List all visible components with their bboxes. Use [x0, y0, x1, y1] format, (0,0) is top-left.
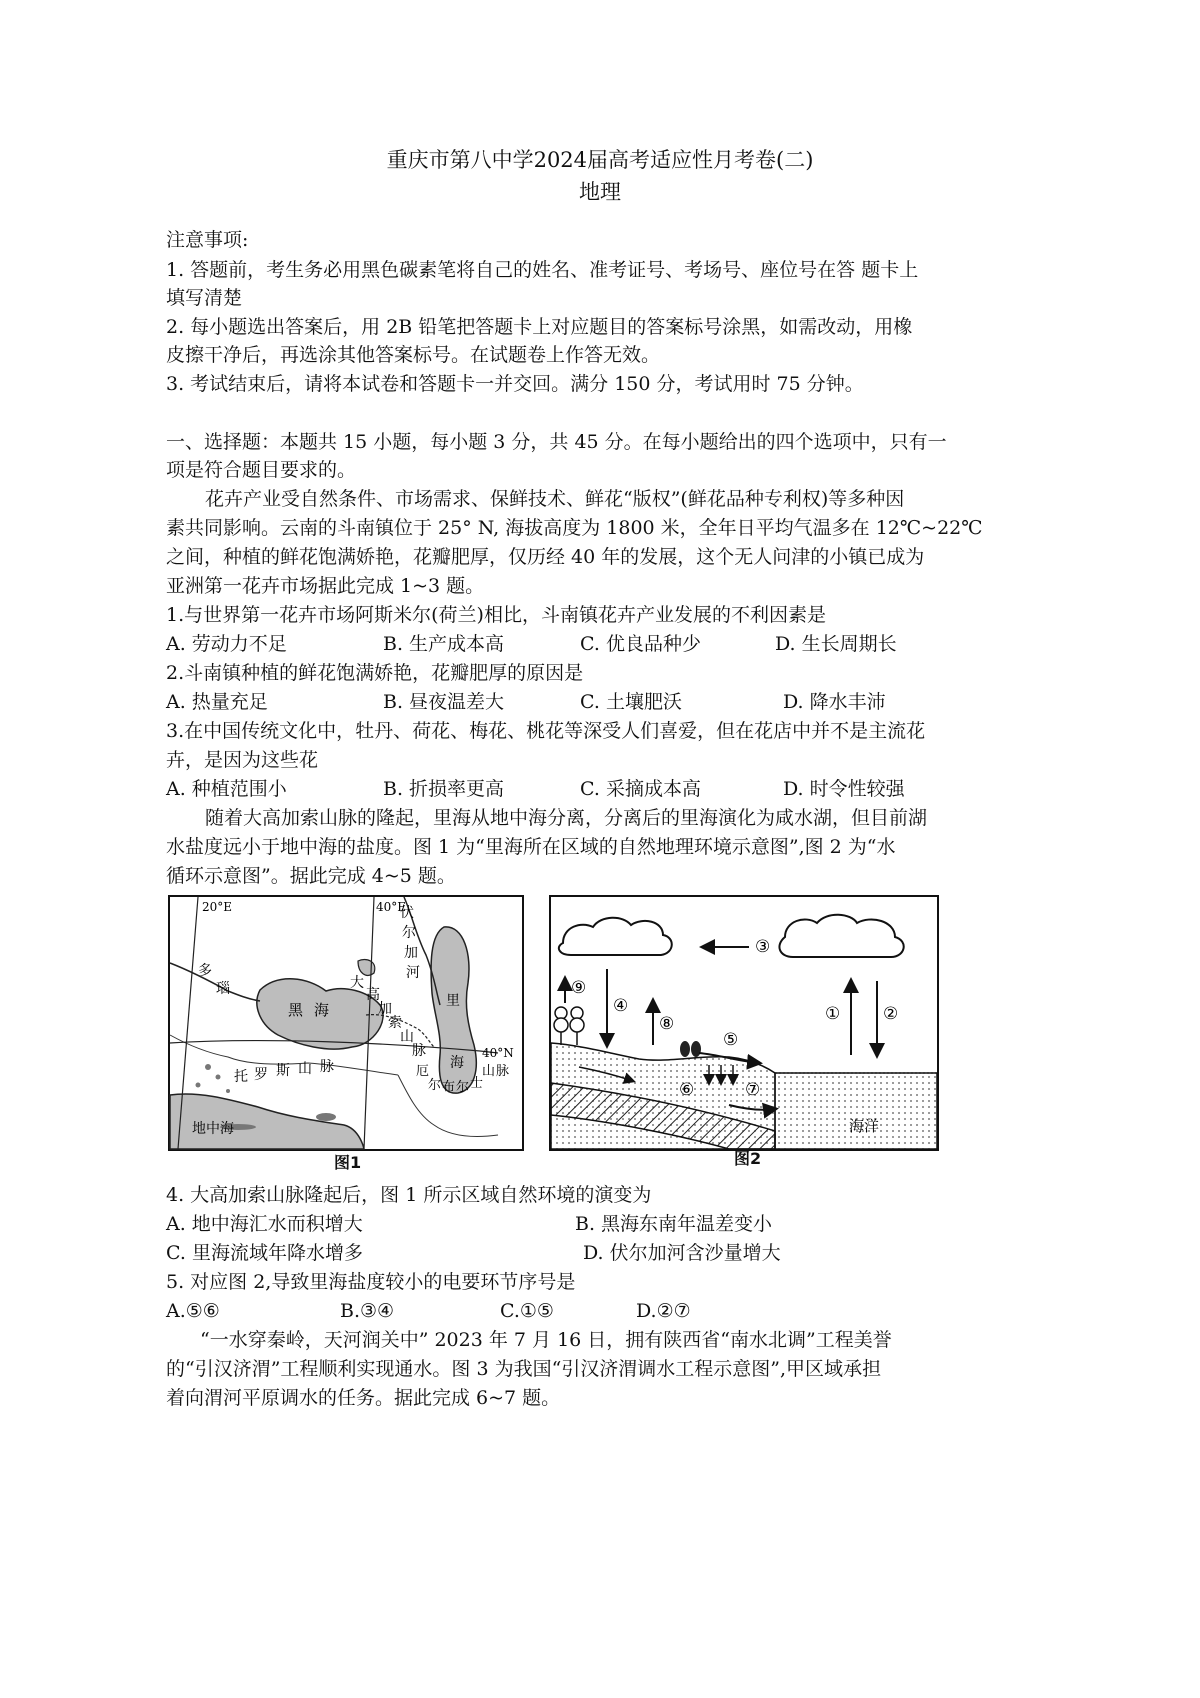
passage-2-line: 随着大高加索山脉的隆起，里海从地中海分离，分离后的里海演化为咸水湖，但目前湖 — [205, 807, 928, 829]
label-volga: 伏 — [400, 905, 414, 921]
question-1-option-c: C. 优良品种少 — [580, 633, 701, 655]
passage-1-line: 之间，种植的鲜花饱满娇艳，花瓣肥厚，仅历经 40 年的发展，这个无人问津的小镇已成为 — [166, 546, 925, 568]
notice-item-1-cont: 填写清楚 — [166, 287, 243, 309]
section-heading-cont: 项是符合题目要求的。 — [166, 459, 357, 481]
notice-item-2: 2. 每小题选出答案后，用 2B 铅笔把答题卡上对应题目的答案标号涂黑，如需改动，用橡 — [166, 316, 913, 338]
label-mediterranean: 地中海 — [192, 1121, 234, 1137]
label-ocean: 海洋 — [849, 1117, 880, 1135]
question-3-stem: 3.在中国传统文化中，牡丹、荷花、梅花、桃花等深受人们喜爱，但在花店中并不是主流花 — [166, 720, 926, 742]
passage-3-line: “一水穿秦岭，天河润关中” 2023 年 7 月 16 日，拥有陕西省“南水北调”工程美誉 — [200, 1329, 892, 1351]
lat-label-40n: 40°N — [482, 1046, 514, 1060]
label-elburz: 布 — [442, 1080, 456, 1095]
label-volga: 加 — [404, 945, 418, 961]
label-caucasus: 高 — [366, 987, 380, 1003]
label-elburz-range: 脉 — [496, 1064, 510, 1079]
label-3: ③ — [755, 937, 771, 957]
lon-label-40e: 40°E — [376, 900, 407, 914]
label-taurus: 托 — [234, 1069, 248, 1085]
label-taurus: 罗 — [254, 1067, 268, 1083]
label-7: ⑦ — [745, 1080, 761, 1100]
passage-1-line: 亚洲第一花卉市场据此完成 1~3 题。 — [166, 575, 485, 597]
island-cyprus — [316, 1113, 336, 1121]
question-2-option-b: B. 昼夜温差大 — [383, 691, 505, 713]
question-1-option-d: D. 生长周期长 — [775, 633, 897, 655]
label-taurus: 斯 — [276, 1063, 290, 1079]
island — [226, 1089, 230, 1093]
label-caspian: 海 — [450, 1055, 464, 1071]
figure-2-caption: 图2 — [734, 1149, 762, 1168]
label-elburz: 士 — [470, 1076, 484, 1091]
section-heading: 一、选择题：本题共 15 小题，每小题 3 分，共 45 分。在每小题给出的四个选项中，只有一 — [166, 431, 947, 453]
notice-item-3: 3. 考试结束后，请将本试卷和答题卡一并交回。满分 150 分，考试用时 75 分钟。 — [166, 373, 864, 395]
label-elburz: 厄 — [416, 1064, 430, 1079]
question-1-option-b: B. 生产成本高 — [383, 633, 505, 655]
passage-2-line: 循环示意图”。据此完成 4~5 题。 — [166, 865, 456, 887]
passage-3-line: 的“引汉济渭”工程顺利实现通水。图 3 为我国“引汉济渭调水工程示意图”,甲区域承担 — [166, 1358, 882, 1380]
label-elburz-range: 山 — [482, 1064, 496, 1079]
label-6: ⑥ — [679, 1080, 695, 1100]
label-elburz: 尔 — [428, 1078, 442, 1093]
passage-3-line: 着向渭河平原调水的任务。据此完成 6~7 题。 — [166, 1387, 561, 1409]
label-caspian: 里 — [446, 993, 460, 1009]
question-5-option-b: B.③④ — [340, 1300, 395, 1322]
label-volga: 河 — [406, 965, 420, 981]
label-danube: 多 — [198, 963, 212, 979]
passage-1-line: 花卉产业受自然条件、市场需求、保鲜技术、鲜花“版权”(鲜花品种专利权)等多种因 — [205, 488, 905, 510]
figure-1-map — [168, 895, 524, 1151]
label-1: ① — [825, 1004, 841, 1024]
notice-item-2-cont: 皮擦干净后，再选涂其他答案标号。在试题卷上作答无效。 — [166, 344, 661, 366]
question-3-option-b: B. 折损率更高 — [383, 778, 505, 800]
question-3-option-a: A. 种植范围小 — [166, 778, 287, 800]
question-2-option-c: C. 土壤肥沃 — [580, 691, 682, 713]
label-elburz: 尔 — [456, 1080, 470, 1095]
label-caucasus: 索 — [388, 1015, 402, 1031]
label-black-sea: 黑 — [288, 1001, 304, 1019]
label-4: ④ — [613, 996, 629, 1016]
question-3-option-c: C. 采摘成本高 — [580, 778, 701, 800]
label-volga: 尔 — [402, 925, 416, 941]
island — [196, 1083, 201, 1088]
question-5-option-c: C.①⑤ — [500, 1300, 554, 1322]
question-5-option-a: A.⑤⑥ — [166, 1300, 220, 1322]
question-3-option-d: D. 时令性较强 — [783, 778, 905, 800]
label-taurus: 山 — [298, 1061, 312, 1077]
question-4-option-d: D. 伏尔加河含沙量增大 — [583, 1242, 781, 1264]
question-2-option-a: A. 热量充足 — [166, 691, 268, 713]
question-4-option-c: C. 里海流域年降水增多 — [166, 1242, 363, 1264]
figure-1-caption: 图1 — [334, 1153, 362, 1172]
question-3-stem-cont: 卉，是因为这些花 — [166, 749, 319, 771]
label-8: ⑧ — [659, 1014, 675, 1034]
question-5-option-d: D.②⑦ — [636, 1300, 691, 1322]
question-2-option-d: D. 降水丰沛 — [783, 691, 886, 713]
question-5-stem: 5. 对应图 2,导致里海盐度较小的电要环节序号是 — [166, 1271, 576, 1293]
question-4-option-b: B. 黑海东南年温差变小 — [575, 1213, 773, 1235]
question-1-stem: 1.与世界第一花卉市场阿斯米尔(荷兰)相比，斗南镇花卉产业发展的不利因素是 — [166, 604, 826, 626]
exam-title: 重庆市第八中学2024届高考适应性月考卷(二) — [386, 148, 814, 172]
question-1-option-a: A. 劳动力不足 — [166, 633, 287, 655]
label-5: ⑤ — [723, 1030, 739, 1050]
lon-label-20e: 20°E — [202, 900, 233, 914]
label-caucasus: 山 — [400, 1029, 414, 1045]
question-4-option-a: A. 地中海汇水而积增大 — [166, 1213, 363, 1235]
passage-1-line: 素共同影响。云南的斗南镇位于 25° N, 海拔高度为 1800 米，全年日平均气温多在 12℃~22℃ — [166, 517, 983, 539]
question-2-stem: 2.斗南镇种植的鲜花饱满娇艳，花瓣肥厚的原因是 — [166, 662, 584, 684]
label-taurus: 脉 — [320, 1059, 334, 1075]
label-caucasus: 加 — [378, 1001, 392, 1017]
island — [205, 1064, 211, 1070]
ocean-area — [775, 1073, 937, 1149]
label-danube: 瑙 — [216, 981, 230, 997]
island — [216, 1075, 221, 1080]
figure-2-water-cycle — [549, 895, 939, 1151]
exam-subject: 地理 — [579, 180, 621, 204]
label-9: ⑨ — [571, 978, 587, 998]
notice-heading: 注意事项: — [166, 229, 249, 251]
label-caucasus: 大 — [350, 975, 364, 991]
label-2: ② — [883, 1004, 899, 1024]
passage-2-line: 水盐度远小于地中海的盐度。图 1 为“里海所在区域的自然地理环境示意图”,图 2 为“水 — [166, 836, 896, 858]
label-black-sea: 海 — [314, 1001, 330, 1019]
question-4-stem: 4. 大高加索山脉隆起后，图 1 所示区域自然环境的演变为 — [166, 1184, 652, 1206]
label-caucasus: 脉 — [412, 1043, 426, 1059]
notice-item-1: 1. 答题前，考生务必用黑色碳素笔将自己的姓名、准考证号、考场号、座位号在答 题卡上 — [166, 259, 919, 281]
